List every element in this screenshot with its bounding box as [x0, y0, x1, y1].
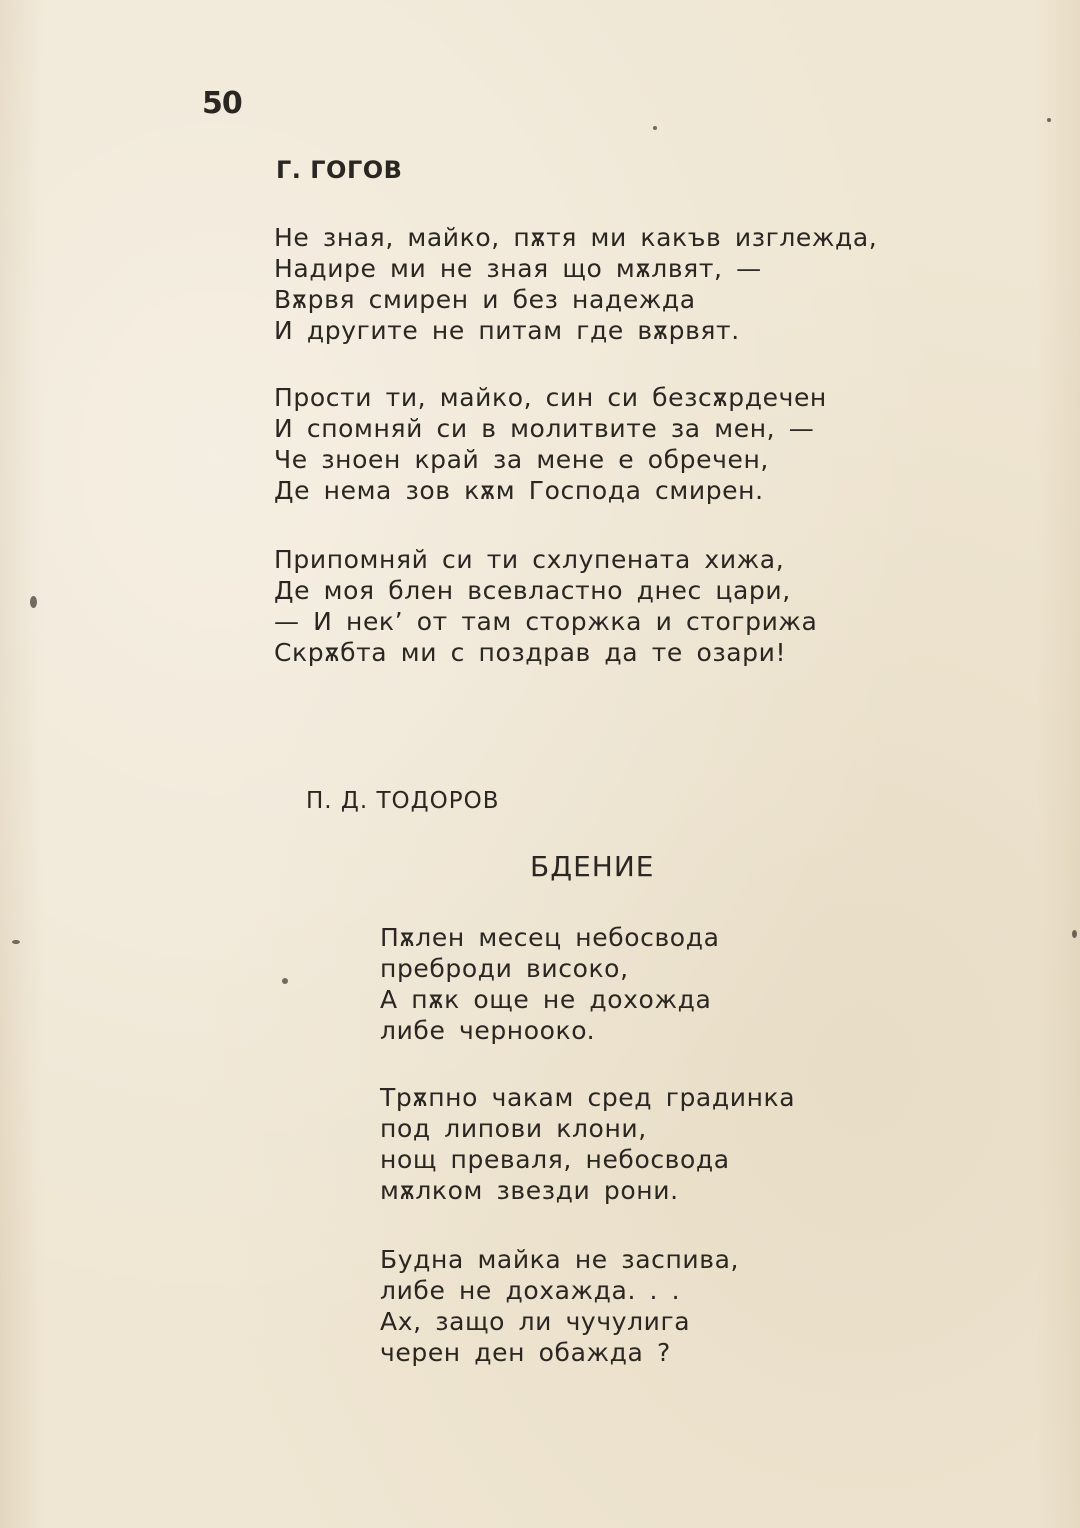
verse-line: либе черноокo. [380, 1016, 596, 1045]
paper-speck [282, 978, 288, 984]
poem-title: БДЕНИЕ [530, 850, 655, 883]
verse-line: — И нек’ от там сторжка и стогрижа [274, 607, 818, 636]
poem-author: Г. ГОГОВ [276, 156, 403, 184]
verse-line: либе не дохажда. . . [380, 1276, 681, 1305]
stanza [274, 382, 827, 506]
verse-line: Че зноен край за мене е обречен, [274, 445, 769, 474]
verse-line: Припомняй си ти схлупената хижа, [274, 545, 785, 574]
verse-line: Де нема зов кѫм Господа смирен. [274, 476, 764, 505]
verse-line: Вѫрвя смирен и без надежда [274, 285, 696, 314]
poem-author: П. Д. ТОДОРОВ [306, 788, 500, 814]
verse-line: И спомняй си в молитвите за мен, — [274, 414, 815, 443]
stanza [274, 222, 877, 346]
page-number: 50 [202, 86, 242, 121]
verse-line: черен ден обажда ? [380, 1338, 671, 1367]
paper-speck [1047, 118, 1051, 122]
stanza [380, 1082, 795, 1206]
verse-line: нощ преваля, небосвода [380, 1145, 730, 1174]
verse-line: Не зная, майко, пѫтя ми какъв изглежда, [274, 223, 878, 252]
paper-speck [1072, 930, 1077, 938]
paper-speck [653, 126, 657, 130]
verse-line: Будна майка не заспива, [380, 1245, 740, 1274]
verse-line: под липови клони, [380, 1114, 647, 1143]
verse-line: Надире ми не зная що мѫлвят, — [274, 254, 762, 283]
verse-line: Де моя блен всевластно днес цари, [274, 576, 791, 605]
verse-line: Пѫлен месец небосвода [380, 923, 720, 952]
paper-speck [12, 940, 20, 944]
verse-line: Прости ти, майко, син си безсѫрдечен [274, 383, 827, 412]
stanza [380, 1244, 739, 1368]
stanza [380, 922, 720, 1046]
verse-line: И другите не питам где вѫрвят. [274, 316, 740, 345]
verse-line: преброди високо, [380, 954, 629, 983]
stanza [274, 544, 817, 668]
paper-speck [30, 596, 37, 608]
verse-line: Трѫпно чакам сред градинка [380, 1083, 796, 1112]
verse-line: Скрѫбта ми с поздрав да те озари! [274, 638, 787, 667]
verse-line: Ах, защо ли чучулига [380, 1307, 691, 1336]
verse-line: мѫлком звезди рони. [380, 1176, 679, 1205]
verse-line: А пѫк още не дохожда [380, 985, 712, 1014]
